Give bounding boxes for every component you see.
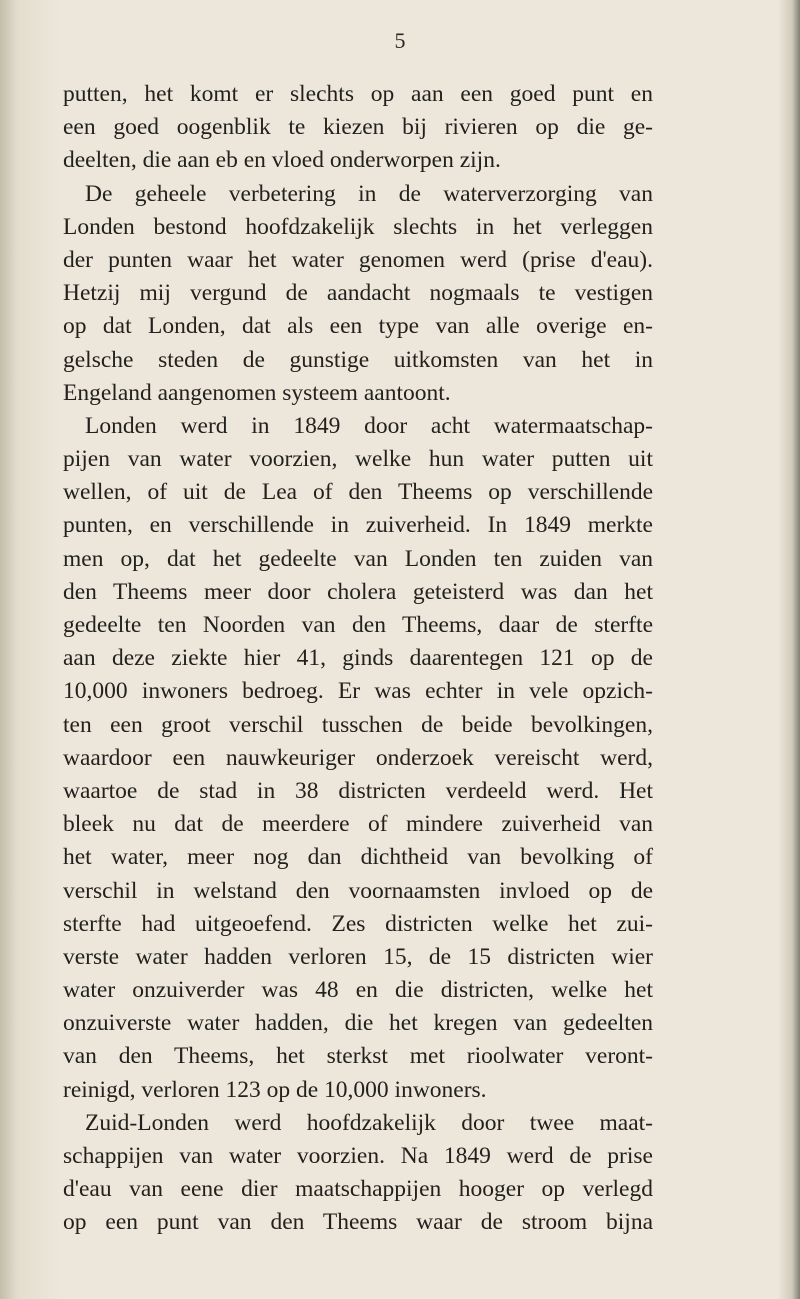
text-line: onzuiverste water hadden, die het kregen van gedeelten	[63, 1010, 653, 1037]
text-line: van den Theems, het sterkst met rioolwater veront-	[63, 1043, 653, 1070]
text-line: schappijen van water voorzien. Na 1849 werd de prise	[63, 1143, 653, 1169]
body-text	[63, 78, 653, 1240]
text-line: op een punt van den Theems waar de stroom bijna	[63, 1209, 653, 1236]
text-line: punten, en verschillende in zuiverheid. In 1849 merkte	[63, 512, 653, 539]
text-line: op dat Londen, dat als een type van alle overige en-	[63, 313, 653, 340]
text-line: een goed oogenblik te kiezen bij rivieren op die ge-	[63, 114, 653, 141]
text-line: Hetzij mij vergund de aandacht nogmaals te vestigen	[63, 280, 653, 307]
text-line: aan deze ziekte hier 41, ginds daarentegen 121 op de	[63, 645, 653, 672]
text-line: Londen bestond hoofdzakelijk slechts in het verleggen	[63, 213, 653, 240]
text-line: verschil in welstand den voornaamsten invloed op de	[63, 877, 653, 904]
text-line: ten een groot verschil tusschen de beide bevolkingen,	[63, 711, 653, 738]
text-line: men op, dat het gedeelte van Londen ten zuiden van	[63, 545, 653, 572]
page-number: 5	[394, 28, 406, 53]
text-line: het water, meer nog dan dichtheid van bevolking of	[63, 844, 653, 871]
text-line: gedeelte ten Noorden van den Theems, daar de sterfte	[63, 612, 653, 638]
text-line: deelten, die aan eb en vloed onderworpen zijn.	[63, 147, 501, 174]
text-line: wellen, of uit de Lea of den Theems op verschillende	[63, 479, 653, 506]
text-line: d'eau van eene dier maatschappijen hooger op verlegd	[63, 1176, 653, 1203]
text-line: reinigd, verloren 123 op de 10,000 inwoners.	[63, 1076, 487, 1103]
text-line: bleek nu dat de meerdere of mindere zuiverheid van	[63, 811, 653, 838]
text-line: 10,000 inwoners bedroeg. Er was echter in vele opzich-	[63, 678, 653, 705]
text-line: Engeland aangenomen systeem aantoont.	[63, 379, 451, 406]
text-line: pijen van water voorzien, welke hun water putten uit	[63, 446, 653, 473]
text-line: water onzuiverder was 48 en die districten, welke het	[63, 977, 653, 1004]
text-line: gelsche steden de gunstige uitkomsten van het in	[63, 346, 653, 373]
text-line: verste water hadden verloren 15, de 15 districten wier	[63, 943, 653, 970]
text-line: Londen werd in 1849 door acht watermaatschap-	[85, 412, 653, 439]
text-line: der punten waar het water genomen werd (prise d'eau).	[63, 246, 653, 273]
text-line: De geheele verbetering in de waterverzorging van	[85, 180, 653, 207]
text-line: waardoor een nauwkeuriger onderzoek vereischt werd,	[63, 744, 653, 771]
text-line: waartoe de stad in 38 districten verdeeld werd. Het	[63, 777, 653, 804]
text-line: sterfte had uitgeoefend. Zes districten welke het zui-	[63, 910, 653, 937]
text-line: den Theems meer door cholera geteisterd was dan het	[63, 578, 653, 605]
text-line: putten, het komt er slechts op aan een goed punt en	[63, 81, 653, 107]
text-line: Zuid-Londen werd hoofdzakelijk door twee maat-	[85, 1109, 653, 1136]
